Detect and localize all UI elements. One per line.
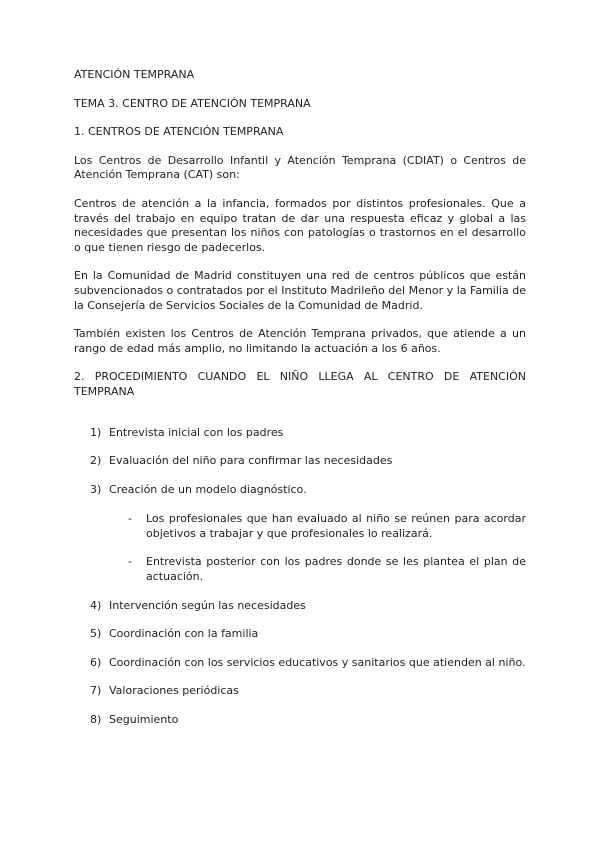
paragraph-definition-intro: Los Centros de Desarrollo Infantil y Atención Temprana (CDIAT) o Centros de Atención Temprana (CAT) son:: [74, 153, 526, 182]
topic-title: TEMA 3. CENTRO DE ATENCIÓN TEMPRANA: [74, 96, 311, 110]
step-number: 5): [90, 627, 102, 641]
dash-bullet: -: [128, 555, 132, 569]
step-number: 8): [90, 713, 102, 727]
paragraph-definition: Centros de atención a la infancia, formados por distintos profesionales. Que a través del trabajo en equipo tratan de dar una respuesta eficaz y global a las necesidades que presentan los niños con patologías o trastornos en el desarrollo o que tienen riesgo de padecerlos.: [74, 196, 526, 254]
step-text: Coordinación con los servicios educativos y sanitarios que atienden al niño.: [109, 655, 526, 669]
list-item-step-7: [74, 684, 526, 699]
section-heading-procedimiento: 2. PROCEDIMIENTO CUANDO EL NIÑO LLEGA AL CENTRO DE ATENCIÓN TEMPRANA: [74, 370, 526, 398]
list-item-step-8: [74, 713, 526, 728]
step-text: Creación de un modelo diagnóstico.: [109, 482, 307, 496]
diagnostic-substeps-list: [109, 512, 526, 584]
step-text: Intervención según las necesidades: [109, 598, 306, 612]
step-number: 3): [90, 482, 102, 496]
paragraph-private-centers: También existen los Centros de Atención Temprana privados, que atiende a un rango de edad más amplio, no limitando la actuación a los 6 años.: [74, 327, 526, 355]
list-item-substep-2: [109, 555, 526, 584]
step-number: 4): [90, 598, 102, 612]
section-procedimiento: [74, 370, 526, 727]
section-heading-centros: 1. CENTROS DE ATENCIÓN TEMPRANA: [74, 125, 284, 139]
list-item-step-6: [74, 656, 526, 671]
step-number: 7): [90, 684, 102, 698]
step-text: Valoraciones periódicas: [109, 684, 239, 698]
section-centros: [74, 125, 526, 356]
list-item-substep-1: [109, 512, 526, 541]
substep-text: Los profesionales que han evaluado al niño se reúnen para acordar objetivos a trabajar y que profesionales lo realizará.: [146, 512, 526, 540]
document-title: ATENCIÓN TEMPRANA: [74, 68, 195, 81]
step-number: 6): [90, 655, 102, 669]
list-item-step-1: [74, 426, 526, 441]
step-number: 1): [90, 425, 102, 439]
dash-bullet: -: [128, 512, 132, 526]
substep-text: Entrevista posterior con los padres donde se les plantea el plan de actuación.: [146, 555, 526, 584]
procedure-steps-list: [74, 426, 526, 728]
step-text: Evaluación del niño para confirmar las necesidades: [109, 454, 393, 468]
step-text: Coordinación con la familia: [109, 627, 259, 641]
step-number: 2): [90, 454, 102, 468]
list-item-step-2: [74, 454, 526, 469]
list-item-step-4: [74, 599, 526, 614]
list-item-step-3: [74, 483, 526, 585]
paragraph-madrid-network: En la Comunidad de Madrid constituyen una red de centros públicos que están subvencionados o contratados por el Instituto Madrileño del Menor y la Familia de la Consejería de Servicios Sociales de la Comunidad de Madrid.: [74, 269, 526, 312]
step-text: Entrevista inicial con los padres: [109, 425, 284, 439]
step-text: Seguimiento: [109, 713, 179, 727]
list-item-step-5: [74, 627, 526, 642]
